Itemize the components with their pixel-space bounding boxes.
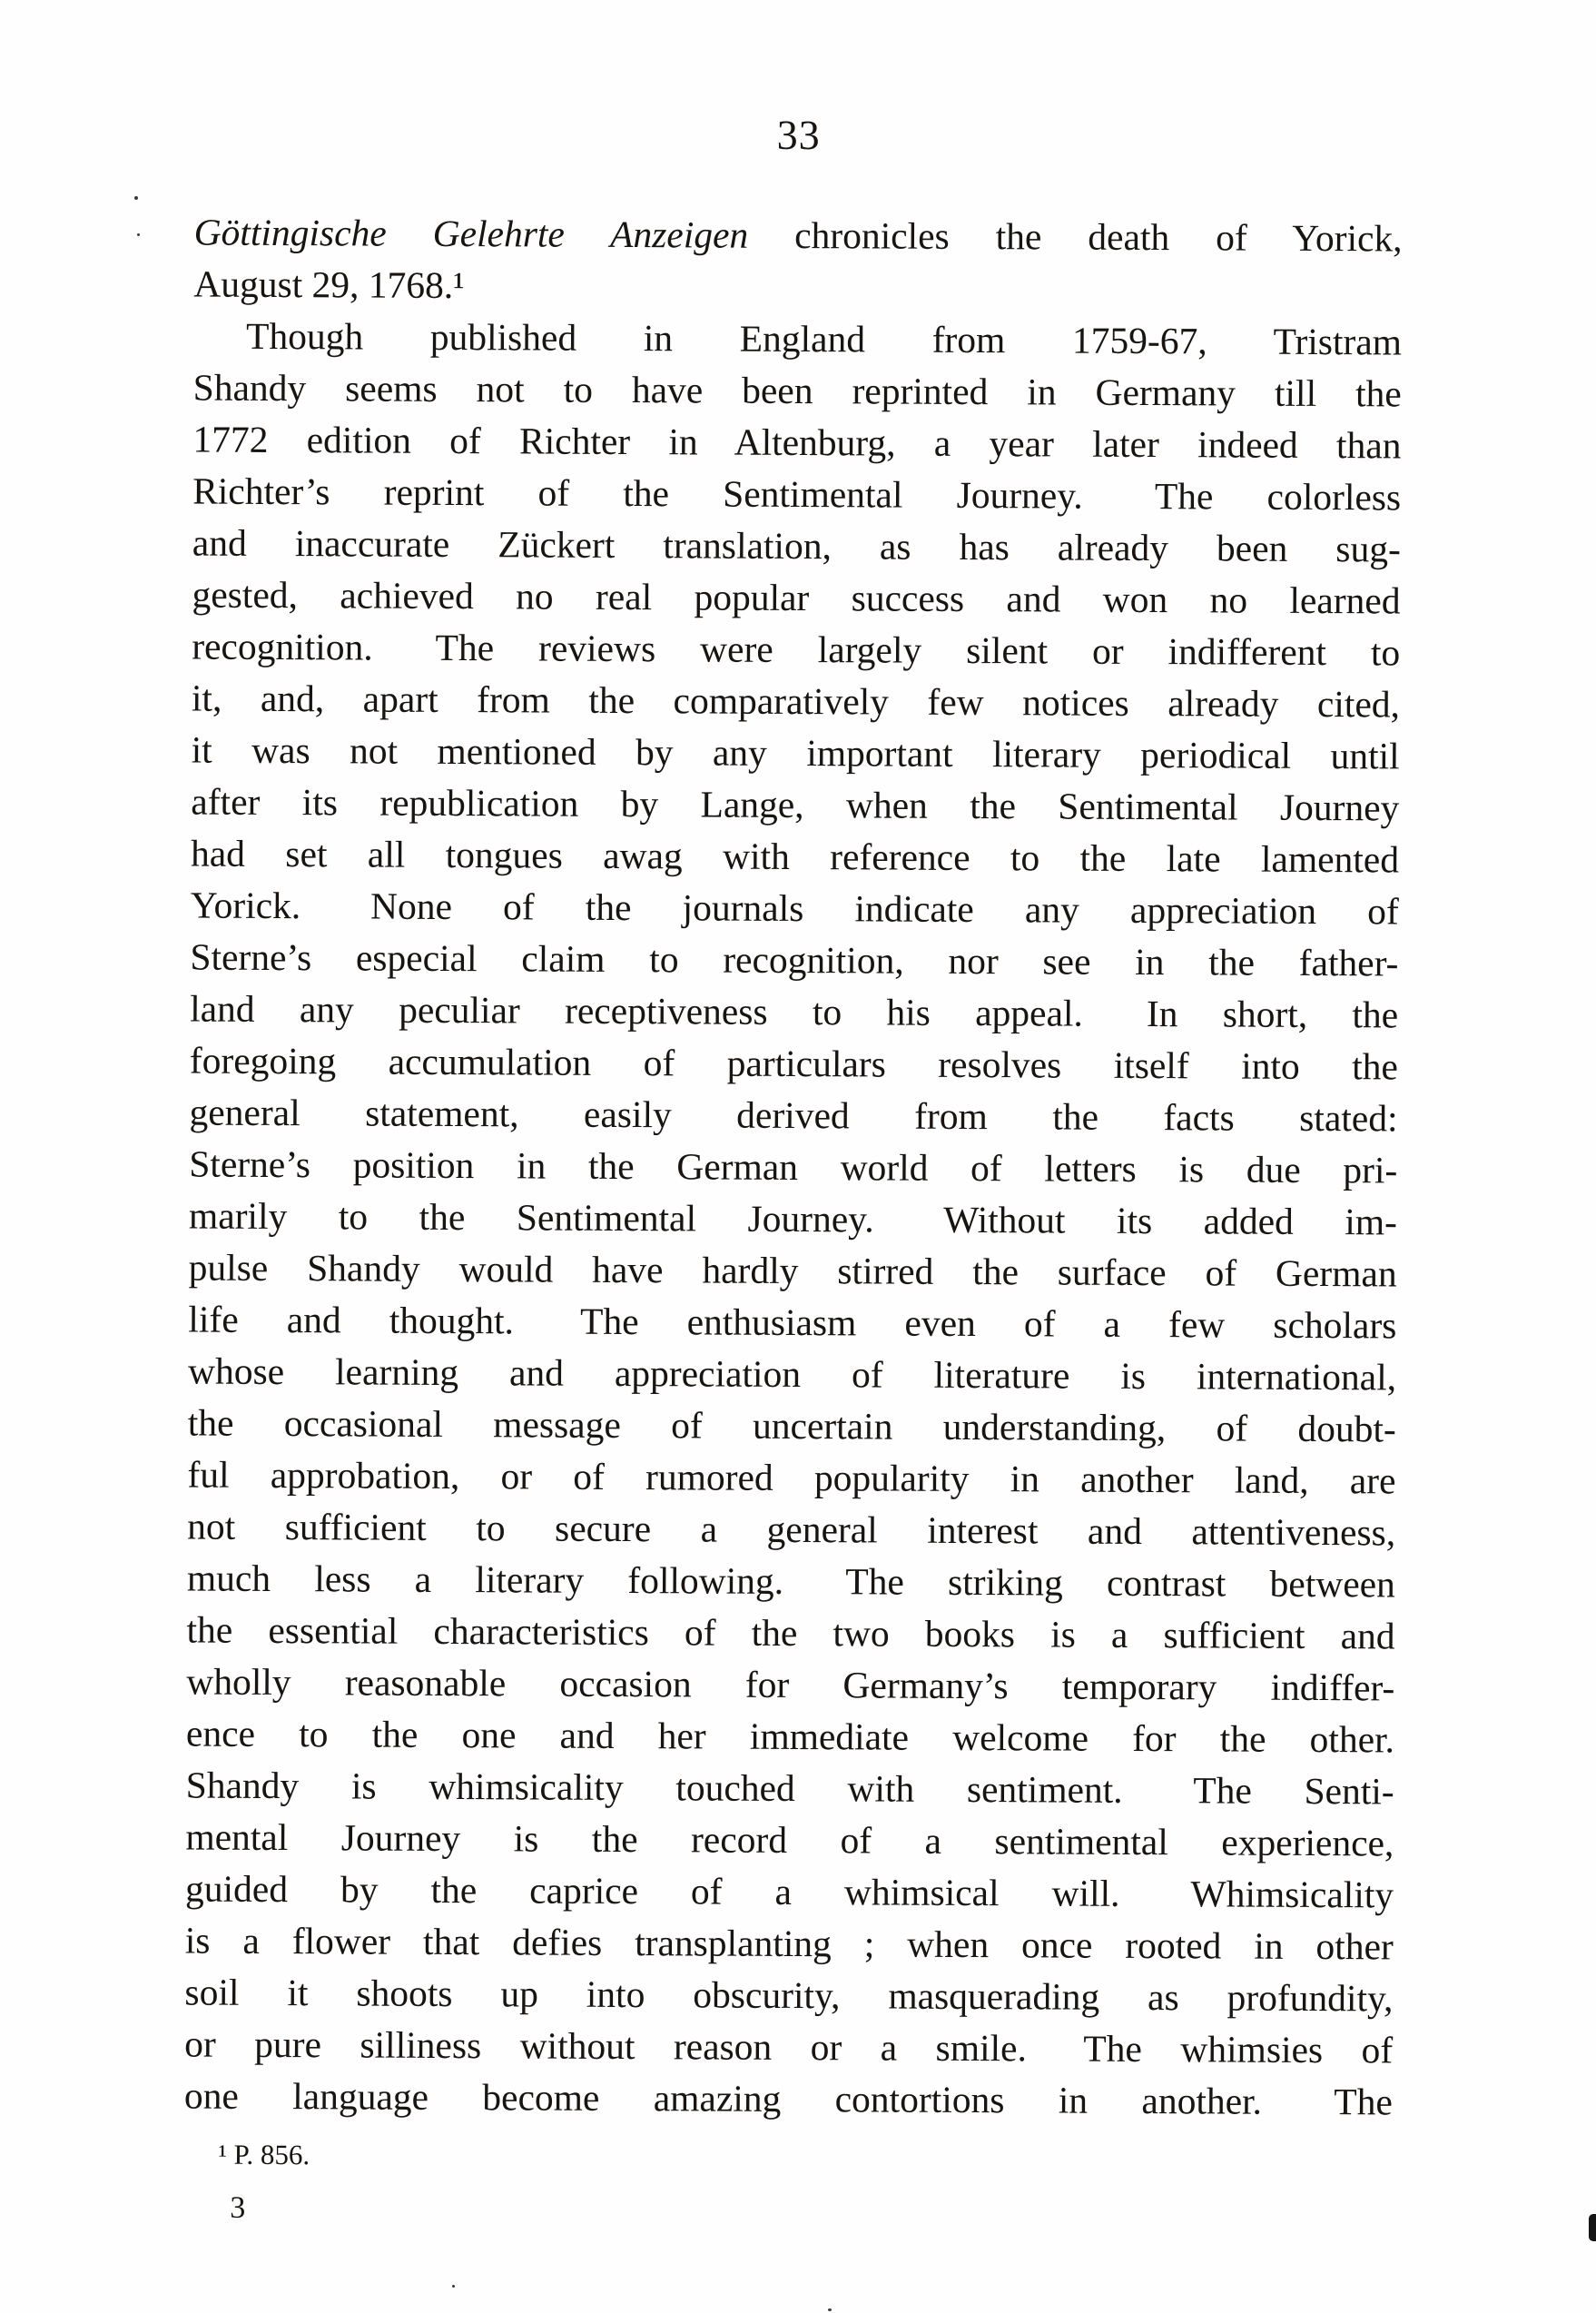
body-text-segment: not sufficient to secure a general interest and attentiveness, [187, 1505, 1396, 1554]
body-text-segment: wholly reasonable occasion for Germany’s temporary indiffer- [186, 1660, 1395, 1709]
text-line [188, 1398, 1396, 1456]
footnote: ¹ P. 856. [218, 2138, 310, 2171]
body-text-segment: Shandy seems not to have been reprinted in Germany till the [192, 366, 1402, 415]
body-text-segment: general statement, easily derived from the facts stated: [189, 1091, 1398, 1140]
text-line [188, 1294, 1396, 1352]
body-text-segment: had set all tongues awag with reference to the late lamented [190, 832, 1400, 881]
body-text-segment: Richter’s reprint of the Sentimental Journey. The colorless [192, 470, 1402, 519]
text-line [185, 1863, 1394, 1921]
text-line [193, 311, 1402, 369]
body-text-segment: 1772 edition of Richter in Altenburg, a year later indeed than [192, 418, 1402, 467]
text-line [185, 1811, 1394, 1869]
text-line [184, 1966, 1393, 2024]
body-text-segment: guided by the caprice of a whimsical will. Whimsicality [184, 1867, 1394, 1916]
signature-mark: 3 [230, 2190, 246, 2225]
body-text-segment: land any peculiar receptiveness to his appeal. In short, the [190, 987, 1399, 1036]
body-text-segment: mental Journey is the record of a sentimental experience, [185, 1815, 1394, 1864]
text-line [191, 776, 1399, 835]
body-text-segment: Sterne’s position in the German world of letters is due pri- [189, 1142, 1398, 1191]
text-line [186, 1604, 1394, 1662]
text-line [185, 1914, 1394, 1972]
text-line [190, 932, 1398, 990]
text-line [191, 880, 1399, 938]
body-text [184, 207, 1403, 2129]
text-line [192, 414, 1401, 472]
body-text-segment: after its republication by Lange, when the Sentimental Journey [191, 780, 1400, 829]
text-line [192, 673, 1400, 731]
body-text-segment: August 29, 1768.¹ [193, 262, 465, 307]
text-line [188, 1346, 1396, 1404]
text-line [192, 466, 1401, 524]
scan-speck [134, 196, 138, 200]
body-text-segment: ence to the one and her immediate welcome for the other. [185, 1712, 1395, 1761]
body-text-segment: recognition. The reviews were largely silent or indifferent to [192, 625, 1401, 674]
text-line [191, 828, 1399, 886]
body-text-segment: gested, achieved no real popular success and won no learned [192, 573, 1401, 622]
scan-speck [137, 233, 140, 236]
body-text-segment: chronicles the death of Yorick, [748, 213, 1403, 260]
body-text-segment: it was not mentioned by any important literary periodical until [191, 728, 1400, 777]
text-line [190, 984, 1398, 1042]
body-text-segment: one language become amazing contortions in another. The [183, 2074, 1394, 2123]
body-text-segment: Sterne’s especial claim to recognition, nor see in the father- [190, 935, 1399, 984]
text-line [189, 1242, 1397, 1300]
body-text-segment: the occasional message of uncertain understanding, of doubt- [187, 1401, 1396, 1450]
text-line [187, 1552, 1395, 1610]
body-text-segment: much less a literary following. The striking contrast between [186, 1557, 1395, 1606]
text-line [186, 1707, 1394, 1765]
body-text-segment: life and thought. The enthusiasm even of a few scholars [188, 1298, 1397, 1347]
body-text-segment: Yorick. None of the journals indicate any appreciation of [190, 884, 1399, 933]
body-text-segment: foregoing accumulation of particulars resolves itself into the [189, 1039, 1398, 1088]
body-text-segment: the essential characteristics of the two books is a sufficient and [186, 1608, 1395, 1657]
text-line [187, 1449, 1395, 1507]
body-text-segment: marily to the Sentimental Journey. Without its added im- [188, 1194, 1398, 1243]
scan-artifact [1589, 2214, 1596, 2241]
body-text-segment: and inaccurate Zückert translation, as has already been sug- [192, 521, 1401, 570]
scan-speck [828, 2308, 832, 2311]
text-line [192, 518, 1401, 576]
scan-speck [452, 2285, 455, 2288]
body-text-segment: ful approbation, or of rumored popularity in another land, are [187, 1453, 1396, 1502]
text-line [184, 2018, 1393, 2076]
text-line [193, 362, 1402, 420]
body-text-segment: pulse Shandy would have hardly stirred the surface of German [188, 1246, 1397, 1295]
text-line [187, 1501, 1395, 1559]
text-line [192, 621, 1400, 679]
body-text-segment: or pure silliness without reason or a smile. The whimsies of [184, 2022, 1394, 2071]
body-text-segment: it, and, apart from the comparatively few notices already cited, [191, 677, 1401, 726]
body-text-segment: whose learning and appreciation of literature is international, [187, 1349, 1397, 1399]
body-text-segment: soil it shoots up into obscurity, masquerading as profundity, [184, 1971, 1394, 2020]
text-line [192, 725, 1400, 783]
text-line [189, 1139, 1397, 1197]
text-line [189, 1087, 1397, 1145]
text-line [190, 1035, 1398, 1093]
text-line [193, 259, 1402, 317]
text-line [194, 207, 1403, 265]
body-text-segment: is a flower that defies transplanting ; when once rooted in other [184, 1919, 1394, 1968]
text-line [184, 2070, 1393, 2128]
text-line [192, 569, 1400, 628]
page-number: 33 [776, 111, 821, 159]
text-line [186, 1656, 1394, 1714]
body-text-segment: Shandy is whimsicality touched with sentiment. The Senti- [185, 1764, 1394, 1813]
italic-title-text: Göttingische Gelehrte Anzeigen [193, 211, 749, 256]
text-line [186, 1759, 1394, 1817]
text-line [189, 1191, 1397, 1249]
body-text-segment: Though published in England from 1759-67, Tristram [245, 314, 1403, 363]
